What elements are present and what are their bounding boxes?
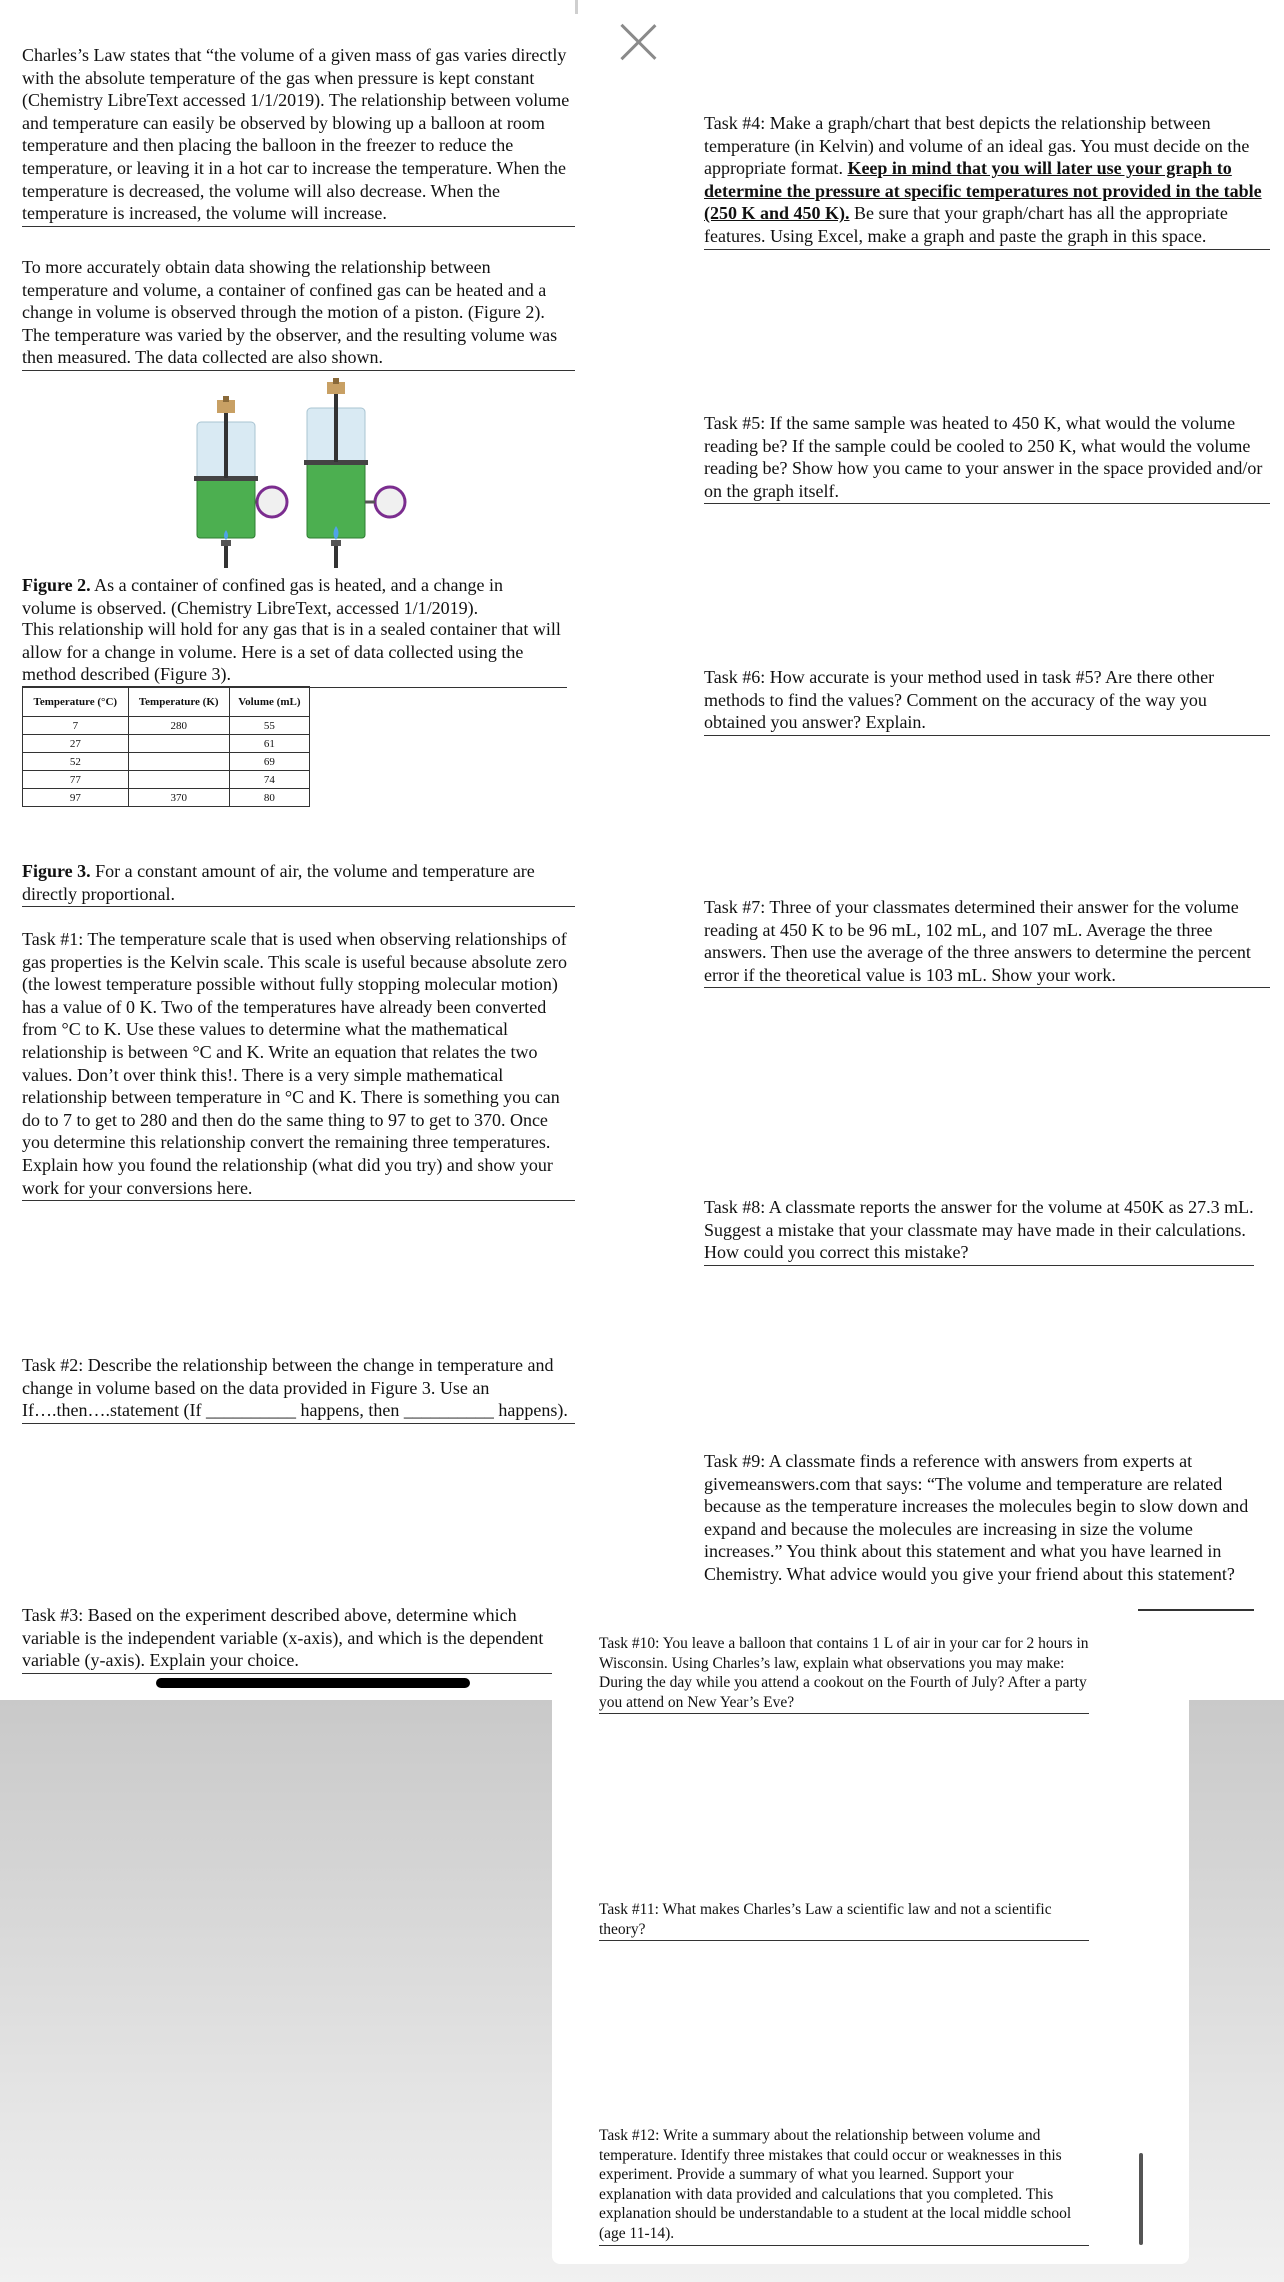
task-7: Task #7: Three of your classmates determined their answer for the volume reading at 450 K to be 96 mL, 102 mL, and 107 mL. Average the three answers. Then use the average of the three answers to determine the percent error if the theoretical value is 103 mL. Show your work. <box>704 896 1270 988</box>
figure-3-caption <box>22 860 575 907</box>
task-4-text-a: Task #4: Make a graph/chart that best depicts the relationship between temperature (in Kelvin) and volume of an ideal gas. You must decide on the appropriate format. <box>704 113 1250 179</box>
table-row <box>23 717 310 735</box>
figure-2-label: Figure 2. <box>22 575 91 595</box>
task-4-emphasis: Keep in mind that you will later use your graph to determine the pressure at specific temperatures not provided in the table (250 K and 450 K). <box>704 158 1262 224</box>
cell: 52 <box>23 753 129 771</box>
container-left <box>194 396 287 568</box>
table-row <box>23 735 310 753</box>
container-right <box>304 378 405 568</box>
data-table <box>22 686 310 807</box>
figure-2-caption <box>22 574 552 620</box>
figure-2-caption-text: As a container of confined gas is heated, and a change in volume is observed. (Chemistry LibreText, accessed 1/1/2019). <box>22 575 504 618</box>
task-10: Task #10: You leave a balloon that contains 1 L of air in your car for 2 hours in Wisconsin. Using Charles’s law, explain what observations you may make: During the day while you attend a cookout on the Fourth of July? After a party you attend on New Year’s Eve? <box>599 1634 1089 1714</box>
scrollbar-thumb[interactable] <box>1139 2153 1143 2245</box>
task-6: Task #6: How accurate is your method used in task #5? Are there other methods to find the values? Comment on the accuracy of the way you obtained you answer? Explain. <box>704 666 1270 736</box>
task-5: Task #5: If the same sample was heated to 450 K, what would the volume reading be? If the sample could be cooled to 250 K, what would the volume reading be? Show how you came to your answer in the space provided and/or on the graph itself. <box>704 412 1270 504</box>
table-row <box>23 789 310 807</box>
header-volume: Volume (mL) <box>229 687 309 717</box>
cell: 280 <box>128 717 229 735</box>
task-3: Task #3: Based on the experiment described above, determine which variable is the independent variable (x-axis), and which is the dependent variable (y-axis). Explain your choice. <box>22 1604 552 1674</box>
cell <box>128 753 229 771</box>
cell: 77 <box>23 771 129 789</box>
task-11: Task #11: What makes Charles’s Law a scientific law and not a scientific theory? <box>599 1900 1089 1941</box>
task-4 <box>704 112 1270 250</box>
cell: 69 <box>229 753 309 771</box>
cell: 97 <box>23 789 129 807</box>
cell <box>128 735 229 753</box>
figure-3-label: Figure 3. <box>22 861 91 881</box>
figure-3-caption-text: For a constant amount of air, the volume and temperature are directly proportional. <box>22 861 535 904</box>
cell: 80 <box>229 789 309 807</box>
cell: 7 <box>23 717 129 735</box>
header-celsius: Temperature (°C) <box>23 687 129 717</box>
table-row <box>23 771 310 789</box>
cell: 370 <box>128 789 229 807</box>
intro-paragraph: Charles’s Law states that “the volume of a given mass of gas varies directly with the absolute temperature of the gas when pressure is kept constant (Chemistry LibreText accessed 1/1/2019). The relationship between volume and temperature can easily be observed by blowing up a balloon at room temperature and then placing the balloon in the freezer to reduce the temperature, or leaving it in a hot car to increase the temperature. When the temperature is decreased, the volume will also decrease. When the temperature is increased, the volume will increase. <box>22 44 575 227</box>
task-4-text-c: Be sure that your graph/chart has all the appropriate features. Using Excel, make a graph and paste the graph in this space. <box>704 203 1228 246</box>
window-edge <box>575 0 578 14</box>
table-row <box>23 753 310 771</box>
task-1: Task #1: The temperature scale that is used when observing relationships of gas properties is the Kelvin scale. This scale is useful because absolute zero (the lowest temperature possible without fully stopping molecular motion) has a value of 0 K. Two of the temperatures have already been converted from °C to K. Use these values to determine what the mathematical relationship is between °C and K. Write an equation that relates the two values. Don’t over think this!. There is a very simple mathematical relationship between temperature in °C and K. There is something you can do to 7 to get to 280 and then do the same thing to 97 to get to 370. Once you determine this relationship convert the remaining three temperatures. Explain how you found the relationship (what did you try) and show your work for your conversions here. <box>22 928 575 1201</box>
close-icon[interactable] <box>618 22 658 62</box>
task-12: Task #12: Write a summary about the relationship between volume and temperature. Identify three mistakes that could occur or weaknesses in this experiment. Provide a summary of what you learned. Support your explanation with data provided and calculations that you completed. This explanation should be understandable to a student at the local middle school (age 11-14). <box>599 2126 1089 2246</box>
cell <box>128 771 229 789</box>
figure-2-followup: This relationship will hold for any gas that is in a sealed container that will allow for a change in volume. Here is a set of data collected using the method described (Figure 3). <box>22 618 567 688</box>
header-kelvin: Temperature (K) <box>128 687 229 717</box>
cell: 61 <box>229 735 309 753</box>
cell: 74 <box>229 771 309 789</box>
task-9-answer-line <box>1138 1609 1254 1611</box>
task-8: Task #8: A classmate reports the answer for the volume at 450K as 27.3 mL. Suggest a mistake that your classmate may have made in their calculations. How could you correct this mistake? <box>704 1196 1254 1266</box>
task-2: Task #2: Describe the relationship between the change in temperature and change in volume based on the data provided in Figure 3. Use an If….then….statement (If __________ happens, then __________ happens). <box>22 1354 575 1424</box>
cell: 27 <box>23 735 129 753</box>
task-9: Task #9: A classmate finds a reference with answers from experts at givemeanswers.com that says: “The volume and temperature are related because as the temperature increases the molecules begin to slow down and expand and because the molecules are increasing in size the volume increases.” You think about this statement and what you have learned in Chemistry. What advice would you give your friend about this statement? <box>704 1451 1249 1584</box>
home-indicator[interactable] <box>156 1678 470 1688</box>
figure-2-illustration <box>176 378 426 573</box>
cell: 55 <box>229 717 309 735</box>
method-paragraph: To more accurately obtain data showing the relationship between temperature and volume, a container of confined gas can be heated and a change in volume is observed through the motion of a piston. (Figure 2). The temperature was varied by the observer, and the resulting volume was then measured. The data collected are also shown. <box>22 256 575 371</box>
page-left-top <box>0 0 575 1700</box>
table-header-row <box>23 687 310 717</box>
